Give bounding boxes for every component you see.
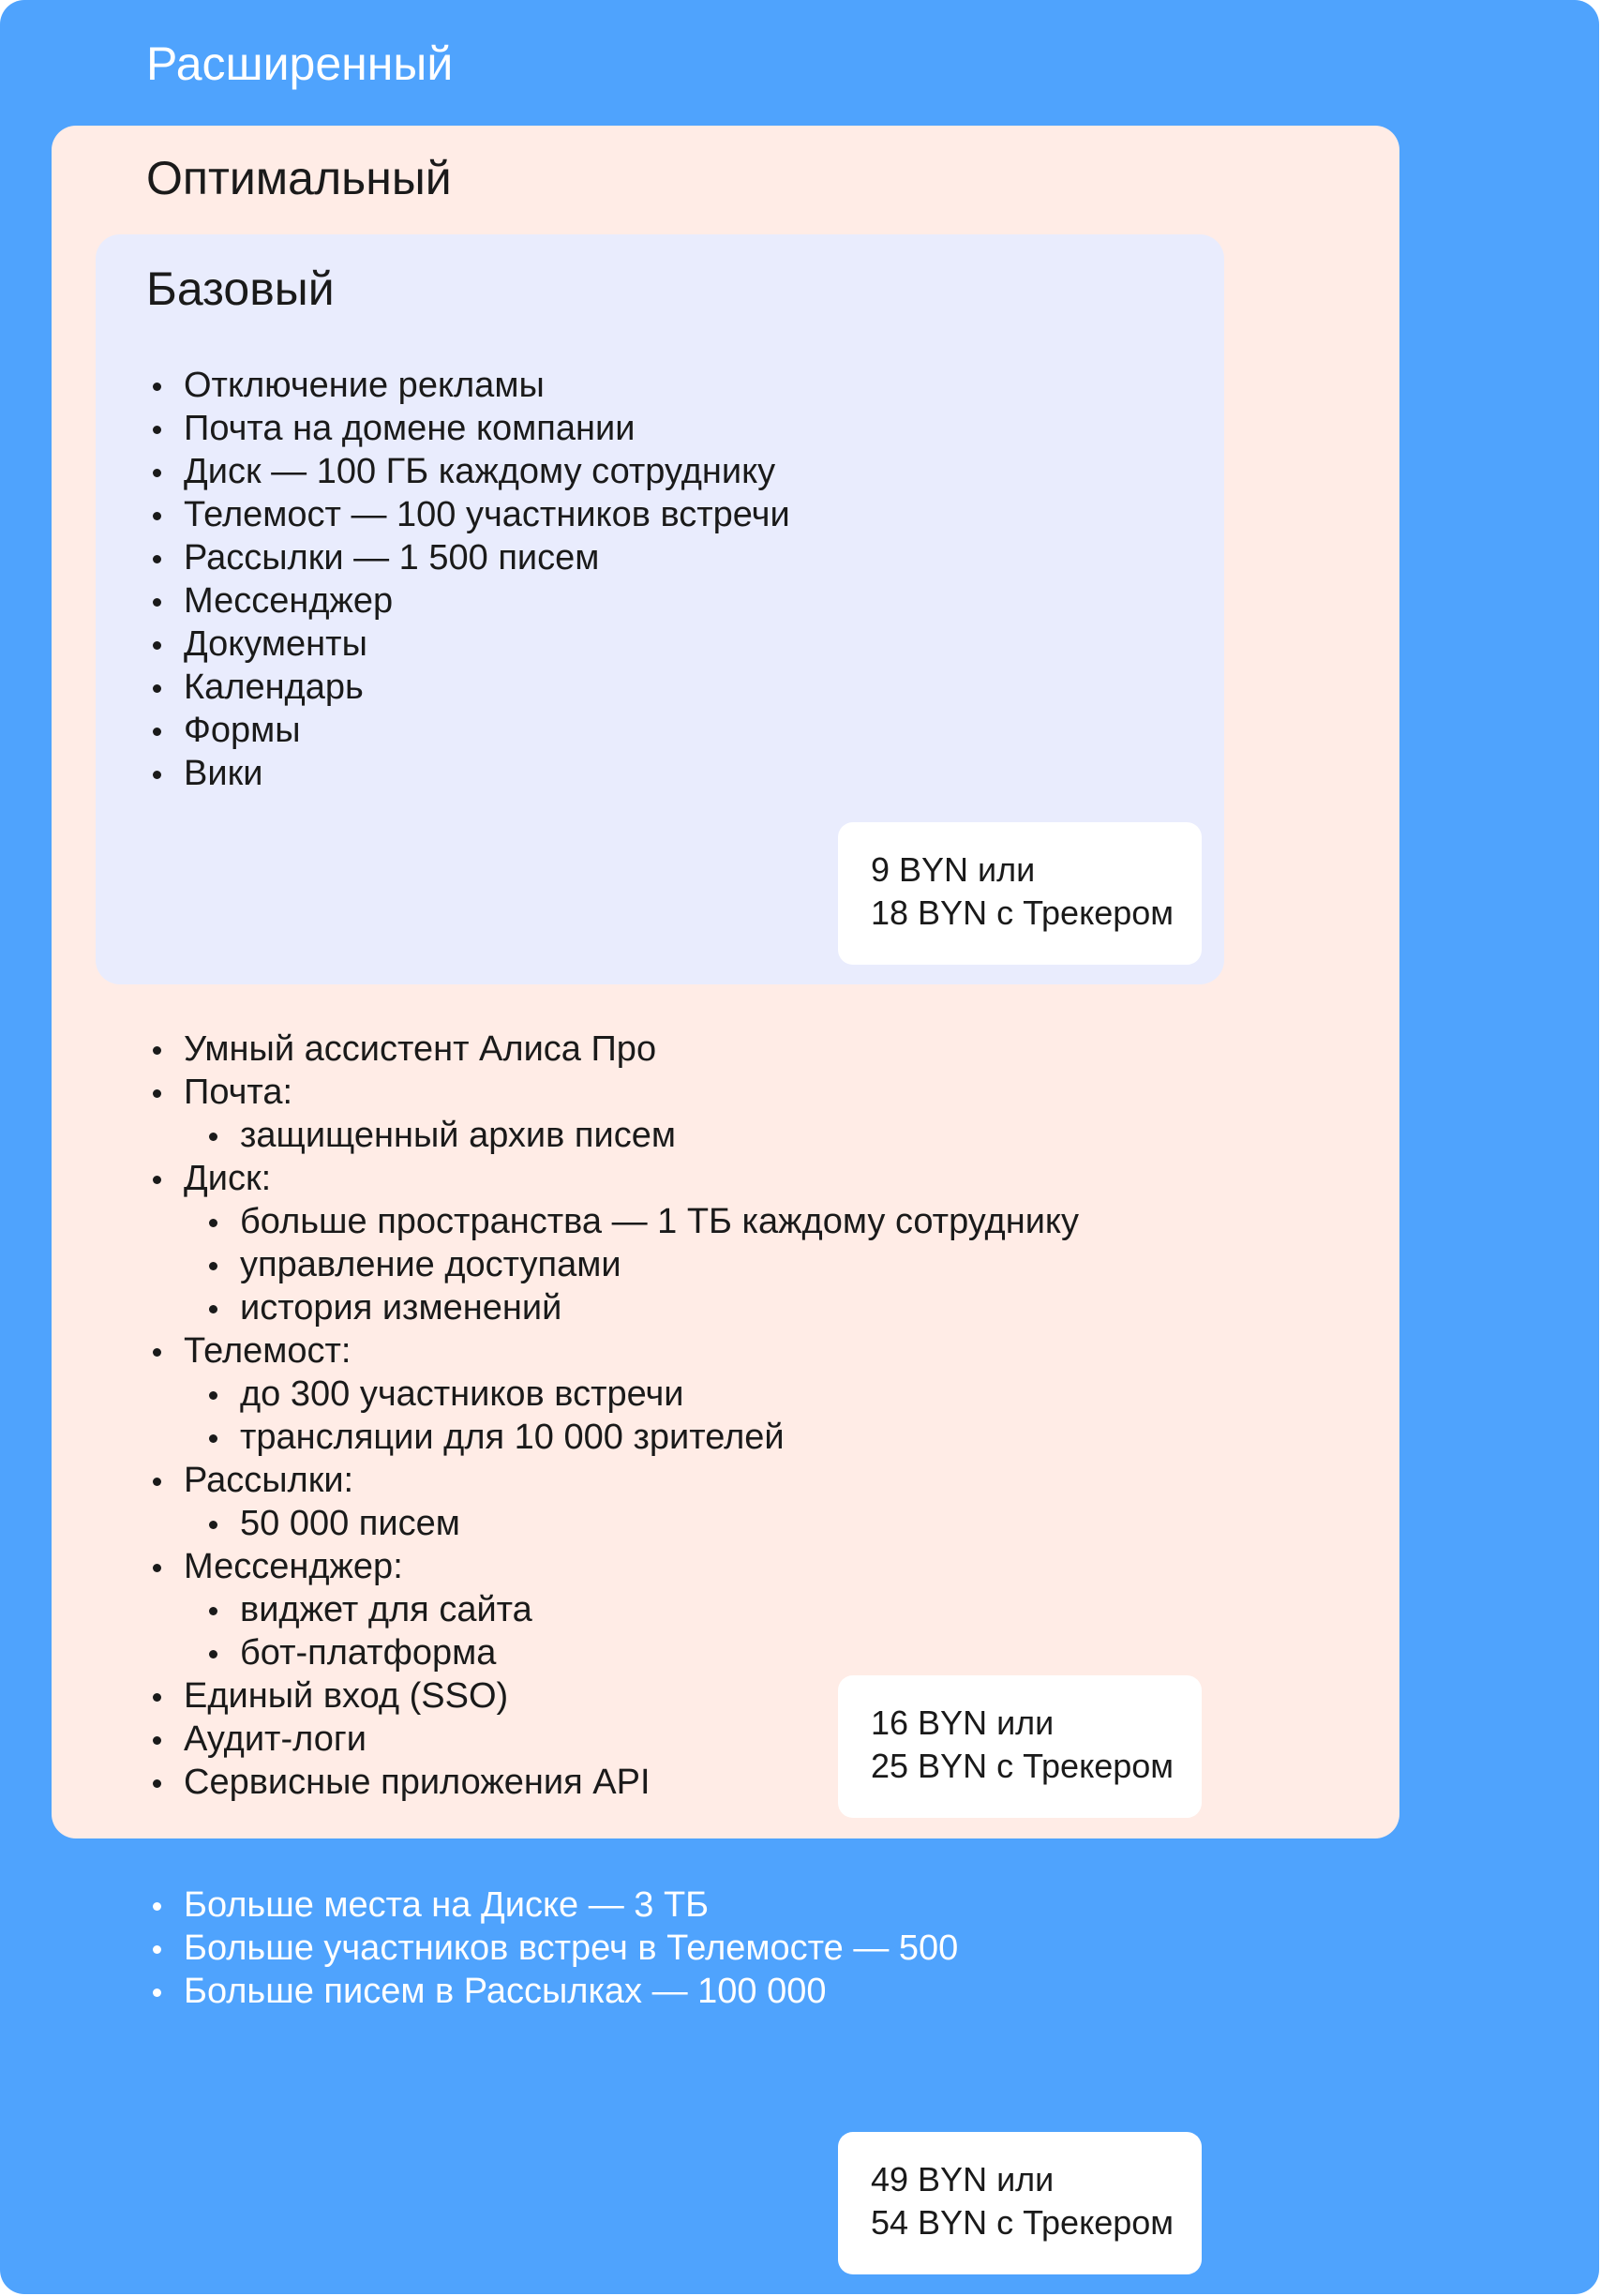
list-item: Документы xyxy=(146,623,790,666)
list-subitem: бот-платформа xyxy=(146,1631,1079,1674)
price-line-primary: 9 BYN или xyxy=(871,850,1036,889)
list-subitem: история изменений xyxy=(146,1286,1079,1329)
plan-title-basic: Базовый xyxy=(146,263,335,315)
list-subitem: до 300 участников встречи xyxy=(146,1373,1079,1416)
list-subitem: трансляции для 10 000 зрителей xyxy=(146,1416,1079,1459)
plan-title-optimal: Оптимальный xyxy=(146,152,452,204)
price-line-tracker: 54 BYN с Трекером xyxy=(871,2203,1175,2242)
price-badge-basic xyxy=(838,822,1202,965)
price-line-primary: 49 BYN или xyxy=(871,2160,1055,2198)
list-item: Вики xyxy=(146,752,790,795)
list-item: Телемост — 100 участников встречи xyxy=(146,493,790,536)
list-item: Рассылки: xyxy=(146,1459,1079,1502)
list-subitem: 50 000 писем xyxy=(146,1502,1079,1545)
list-item: Больше писем в Рассылках — 100 000 xyxy=(146,1970,958,2013)
list-item: Почта: xyxy=(146,1071,1079,1114)
list-item: Формы xyxy=(146,709,790,752)
list-item: Диск — 100 ГБ каждому сотруднику xyxy=(146,450,790,493)
list-item: Сервисные приложения API xyxy=(146,1761,1079,1804)
list-subitem: виджет для сайта xyxy=(146,1588,1079,1631)
list-item: Умный ассистент Алиса Про xyxy=(146,1028,1079,1071)
list-item: Диск: xyxy=(146,1157,1079,1200)
basic-feature-list xyxy=(146,364,790,795)
list-item: Больше участников встреч в Телемосте — 500 xyxy=(146,1927,958,1970)
price-line-tracker: 18 BYN с Трекером xyxy=(871,893,1175,932)
list-subitem: больше пространства — 1 ТБ каждому сотруднику xyxy=(146,1200,1079,1243)
list-item: Единый вход (SSO) xyxy=(146,1674,1079,1718)
price-badge-optimal xyxy=(838,1675,1202,1818)
list-item: Аудит-логи xyxy=(146,1718,1079,1761)
list-item: Больше места на Диске — 3 ТБ xyxy=(146,1883,958,1927)
plan-title-extended: Расширенный xyxy=(146,38,454,90)
list-item: Почта на домене компании xyxy=(146,407,790,450)
price-badge-extended xyxy=(838,2132,1202,2274)
extended-feature-list xyxy=(146,1883,958,2013)
list-item: Мессенджер xyxy=(146,579,790,623)
list-item: Рассылки — 1 500 писем xyxy=(146,536,790,579)
list-item: Мессенджер: xyxy=(146,1545,1079,1588)
list-item: Телемост: xyxy=(146,1329,1079,1373)
list-subitem: защищенный архив писем xyxy=(146,1114,1079,1157)
list-subitem: управление доступами xyxy=(146,1243,1079,1286)
list-item: Отключение рекламы xyxy=(146,364,790,407)
list-item: Календарь xyxy=(146,666,790,709)
price-line-tracker: 25 BYN с Трекером xyxy=(871,1747,1175,1785)
price-line-primary: 16 BYN или xyxy=(871,1703,1055,1742)
